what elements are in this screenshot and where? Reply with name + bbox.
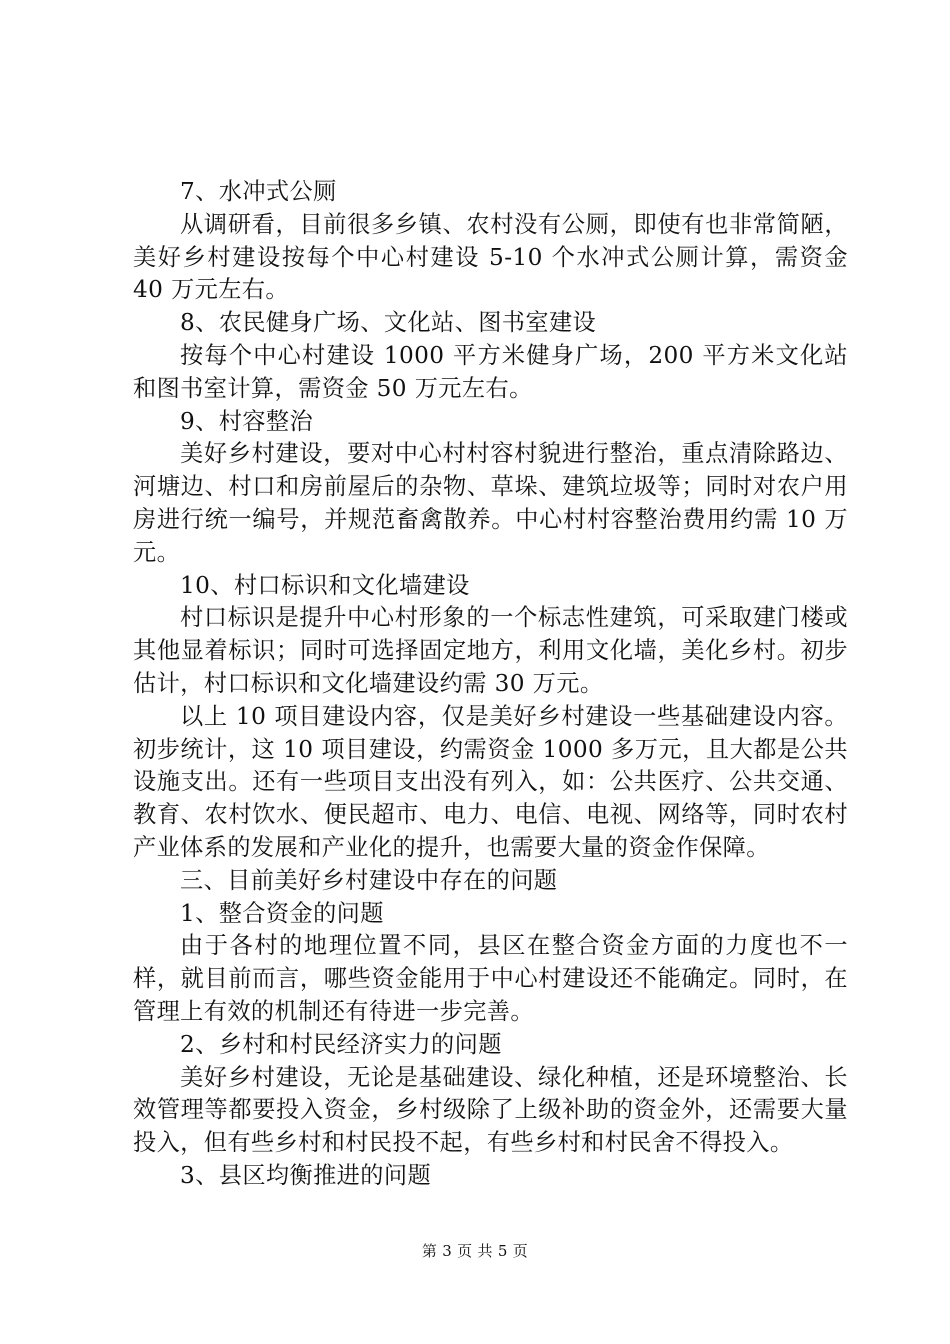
section-heading: 1、整合资金的问题: [180, 899, 384, 927]
page-footer: 第 3 页 共 5 页: [421, 1242, 529, 1260]
paragraph: 由于各村的地理位置不同，县区在整合资金方面的力度也不一样，就目前而言，哪些资金能用于中心村建设还不能确定。同时，在管理上有效的机制还有待进一步完善。: [133, 932, 848, 1025]
paragraph: 以上 10 项目建设内容，仅是美好乡村建设一些基础建设内容。初步统计，这 10 项目建设，约需资金 1000 多万元，且大都是公共设施支出。还有一些项目支出没有列入，如：公共医疗、公共交通、教育、农村饮水、便民超市、电力、电信、电视、网络等，同时农村产业体系的发展和产业化的提升，也需要大量的资金作保障。: [133, 702, 848, 861]
paragraph: 美好乡村建设，要对中心村村容村貌进行整治，重点清除路边、河塘边、村口和房前屋后的杂物、草垛、建筑垃圾等；同时对农户用房进行统一编号，并规范畜禽散养。中心村村容整治费用约需 10 万元。: [133, 440, 848, 566]
section-heading: 8、农民健身广场、文化站、图书室建设: [180, 309, 597, 337]
paragraph: 从调研看，目前很多乡镇、农村没有公厕，即使有也非常简陋，美好乡村建设按每个中心村建设 5-10 个水冲式公厕计算，需资金 40 万元左右。: [133, 210, 848, 304]
chapter-heading: 三、目前美好乡村建设中存在的问题: [180, 866, 558, 894]
paragraph: 美好乡村建设，无论是基础建设、绿化种植，还是环境整治、长效管理等都要投入资金，乡村级除了上级补助的资金外，还需要大量投入，但有些乡村和村民投不起，有些乡村和村民舍不得投入。: [133, 1063, 848, 1157]
section-heading: 3、县区均衡推进的问题: [180, 1161, 432, 1189]
section-heading: 2、乡村和村民经济实力的问题: [180, 1030, 502, 1058]
document-body: [133, 176, 848, 1193]
section-heading: 10、村口标识和文化墙建设: [180, 571, 470, 599]
paragraph: 村口标识是提升中心村形象的一个标志性建筑，可采取建门楼或其他显着标识；同时可选择固定地方，利用文化墙，美化乡村。初步估计，村口标识和文化墙建设约需 30 万元。: [133, 604, 848, 697]
section-heading: 9、村容整治: [180, 407, 314, 435]
section-heading: 7、水冲式公厕: [180, 178, 337, 205]
paragraph: 按每个中心村建设 1000 平方米健身广场，200 平方米文化站和图书室计算，需资金 50 万元左右。: [133, 341, 848, 402]
